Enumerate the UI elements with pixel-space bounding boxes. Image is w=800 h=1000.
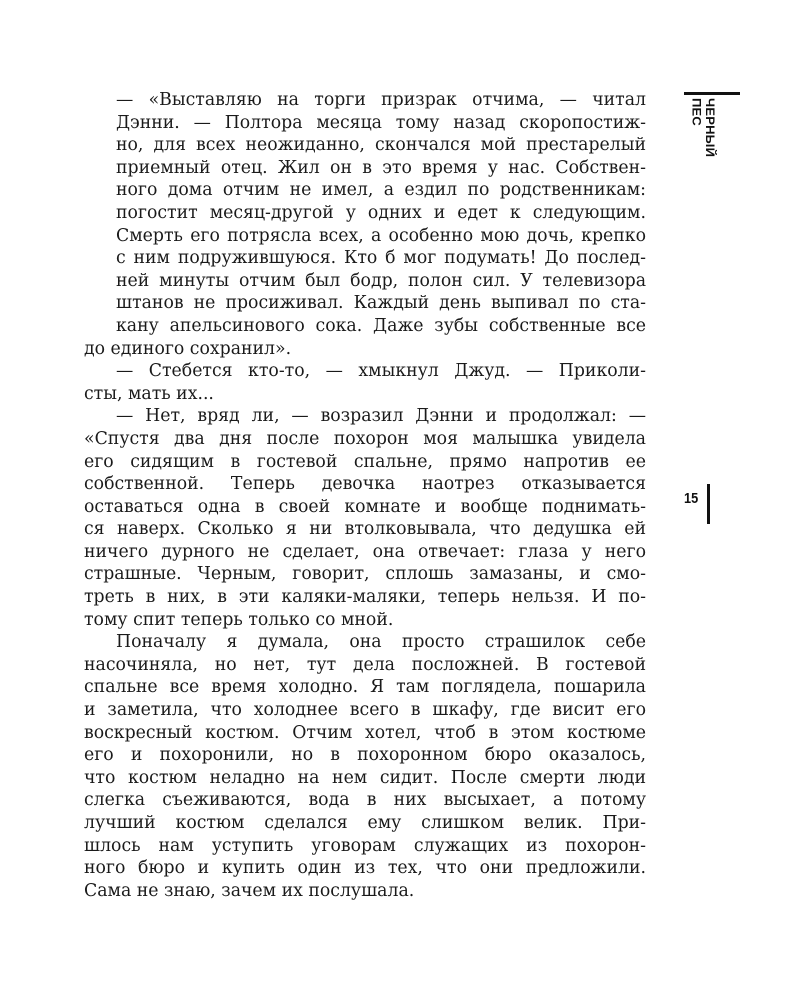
text-line: шлось нам уступить уговорам служащих из похорон-	[84, 835, 646, 856]
text-line: штанов не просиживал. Каждый день выпивал по ста-	[116, 293, 646, 314]
page-number-rule	[707, 484, 710, 524]
text-line: страшные. Черным, говорит, сплошь замазаны, и смо-	[84, 564, 646, 585]
text-line: тому спит теперь только со мной.	[84, 609, 394, 630]
text-line: собственной. Теперь девочка наотрез отказывается	[84, 474, 646, 495]
text-line: ного дома отчим не имел, а ездил по родственникам:	[116, 180, 646, 201]
body-text	[84, 89, 646, 902]
text-line: — «Выставляю на торги призрак отчима, — читал	[116, 90, 646, 110]
page-number-value: 15	[684, 490, 699, 507]
text-line: ся наверх. Сколько я ни втолковывала, что дедушка ей	[84, 519, 646, 540]
text-line: Сама не знаю, зачем их послушала.	[84, 880, 415, 901]
text-line: его и похоронили, но в похоронном бюро оказалось,	[84, 745, 646, 766]
running-head-rule	[684, 92, 740, 95]
text-line: слегка съеживаются, вода в них высыхает, а потому	[84, 790, 646, 811]
text-line: лучший костюм сделался ему слишком велик. При-	[84, 813, 646, 833]
text-line: и заметила, что холоднее всего в шкафу, где висит его	[84, 700, 646, 721]
text-line: спальне все время холодно. Я там поглядела, пошарила	[84, 677, 646, 698]
text-line: Поначалу я думала, она просто страшилок себе	[116, 632, 646, 653]
text-line: сты, мать их...	[84, 383, 214, 404]
text-line: ничего дурного не сделает, она отвечает: глаза у него	[84, 541, 646, 562]
text-line: — Нет, вряд ли, — возразил Дэнни и продолжал: —	[116, 406, 646, 427]
text-line: его сидящим в гостевой спальне, прямо напротив ее	[84, 451, 646, 472]
text-line: приемный отец. Жил он в это время у нас. Собствен-	[116, 157, 646, 178]
text-line: Дэнни. — Полтора месяца тому назад скоропостиж-	[116, 112, 646, 133]
text-line: «Спустя два дня после похорон моя малышка увидела	[84, 428, 646, 449]
running-head	[680, 92, 740, 182]
text-line: ней минуты отчим был бодр, полон сил. У телевизора	[116, 270, 646, 291]
text-line: что костюм неладно на нем сидит. После смерти люди	[84, 767, 646, 788]
text-line: оставаться одна в своей комнате и вообще поднимать-	[84, 496, 646, 517]
text-line: ного бюро и купить один из тех, что они предложили.	[84, 858, 646, 879]
running-head-title: ЧЕРНЫЙ ПЕС	[690, 98, 717, 158]
text-line: до единого сохранил».	[84, 338, 292, 359]
text-line: погостит месяц-другой у одних и едет к следующим.	[116, 202, 646, 223]
text-line: — Стебется кто-то, — хмыкнул Джуд. — Приколи-	[116, 361, 646, 382]
text-line: Смерть его потрясла всех, а особенно мою дочь, крепко	[116, 225, 646, 246]
text-line: кану апельсинового сока. Даже зубы собственные все	[116, 315, 646, 336]
text-line: воскресный костюм. Отчим хотел, чтоб в этом костюме	[84, 722, 646, 743]
text-line: с ним подружившуюся. Кто б мог подумать! До послед-	[116, 248, 646, 269]
text-line: но, для всех неожиданно, скончался мой престарелый	[116, 135, 646, 156]
text-line: насочиняла, но нет, тут дела посложней. В гостевой	[84, 654, 646, 675]
text-line: треть в них, в эти каляки-маляки, теперь нельзя. И по-	[84, 587, 646, 608]
